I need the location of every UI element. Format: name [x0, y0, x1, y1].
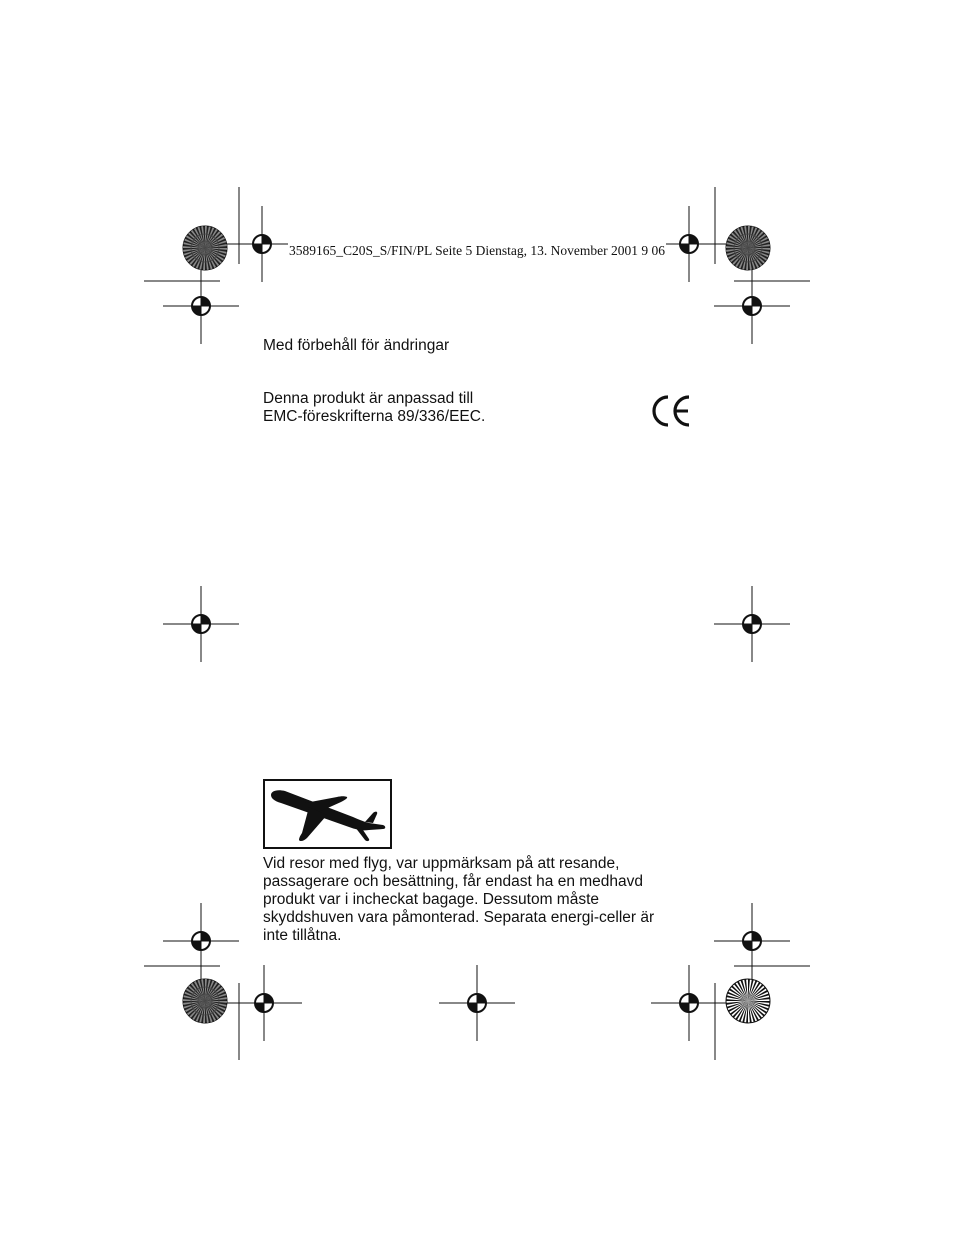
star-target-bottom-right — [726, 979, 770, 1023]
registration-mark-right-upper — [714, 268, 790, 344]
registration-mark-bottom-right — [651, 965, 727, 1041]
registration-mark-right-lower — [714, 903, 790, 979]
print-slug: 3589165_C20S_S/FIN/PL Seite 5 Dienstag, 13. November 2001 9 06 — [289, 243, 665, 258]
travel-notice-line: passagerare och besättning, får endast ha en medhavd — [263, 873, 644, 890]
travel-notice-line: inte tillåtna. — [263, 927, 342, 944]
star-target-top-left — [183, 226, 227, 270]
travel-notice-line: Vid resor med flyg, var uppmärksam på att resande, — [263, 855, 620, 872]
ce-mark-icon — [650, 392, 692, 430]
star-target-top-right — [726, 226, 770, 270]
emc-notice-line: Denna produkt är anpassad till — [263, 390, 474, 407]
airplane-icon — [265, 781, 390, 847]
disclaimer-text: Med förbehåll för ändringar — [263, 337, 450, 354]
airplane-pictogram-box — [263, 779, 392, 849]
registration-mark-bottom-center — [439, 965, 515, 1041]
star-target-bottom-left — [183, 979, 227, 1023]
air-travel-notice — [263, 855, 703, 945]
registration-mark-left-lower — [163, 903, 239, 979]
emc-notice — [263, 390, 485, 426]
travel-notice-line: produkt var i incheckat bagage. Dessutom måste — [263, 891, 600, 908]
registration-mark-bottom-left — [226, 965, 302, 1041]
emc-notice-line: EMC-föreskrifterna 89/336/EEC. — [263, 408, 486, 425]
travel-notice-line: skyddshuven vara påmonterad. Separata energi-celler är — [263, 909, 655, 926]
registration-mark-left-middle — [163, 586, 239, 662]
registration-mark-right-middle — [714, 586, 790, 662]
registration-mark-left-upper — [163, 268, 239, 344]
